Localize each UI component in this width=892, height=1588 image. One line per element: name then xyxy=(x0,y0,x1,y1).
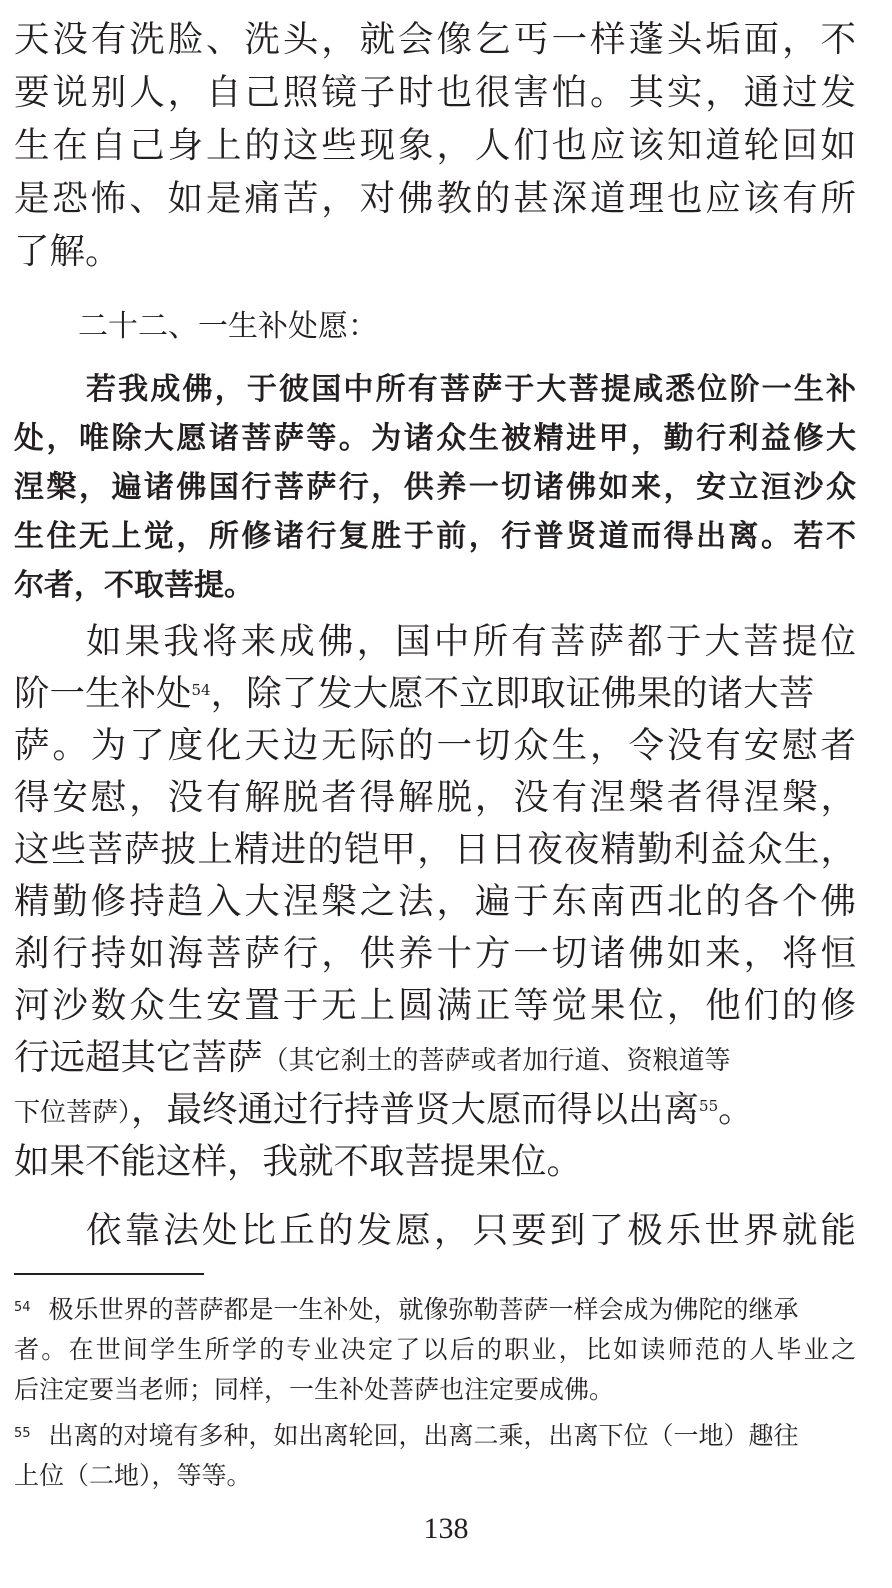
body-line: 精勤修持趋入大涅槃之法，遍于东南西北的各个佛 xyxy=(14,881,856,922)
body-line: 是恐怖、如是痛苦，对佛教的甚深道理也应该有所 xyxy=(14,178,856,219)
footnote-number: 55 xyxy=(14,1426,31,1441)
footnote-ref-54[interactable]: 54 xyxy=(191,681,211,699)
footnote-divider xyxy=(14,1273,204,1275)
vow-line: 处，唯除大愿诸菩萨等。为诸众生被精进甲，勤行利益修大 xyxy=(14,421,856,456)
footnote-text: 出离的对境有多种，如出离轮回，出离二乘，出离下位（一地）趣往 xyxy=(48,1421,799,1450)
body-text: 阶一生补处 xyxy=(14,673,192,714)
body-line xyxy=(14,1084,856,1136)
body-line: 天没有洗脸、洗头，就会像乞丐一样蓬头垢面，不 xyxy=(14,19,856,60)
footnote-54 xyxy=(14,1290,856,1330)
body-line: 这些菩萨披上精进的铠甲，日日夜夜精勤利益众生， xyxy=(14,829,856,870)
footnote-ref-55[interactable]: 55 xyxy=(699,1097,719,1115)
body-line: 了解。 xyxy=(14,231,121,272)
vow-line: 若我成佛，于彼国中所有菩萨于大菩提咸悉位阶一生补 xyxy=(86,372,856,407)
body-line: 生在自己身上的这些现象，人们也应该知道轮回如 xyxy=(14,125,856,166)
body-line: 如果不能这样，我就不取菩提果位。 xyxy=(14,1141,583,1182)
footnote-55 xyxy=(14,1416,856,1456)
body-line: 得安慰，没有解脱者得解脱，没有涅槃者得涅槃， xyxy=(14,777,856,818)
body-line: 要说别人，自己照镜子时也很害怕。其实，通过发 xyxy=(14,72,856,113)
vow-line: 尔者，不取菩提。 xyxy=(14,568,254,603)
body-text-note: 下位菩萨） xyxy=(14,1098,132,1128)
body-text: ，除了发大愿不立即取证佛果的诸大菩 xyxy=(210,673,815,714)
body-line: 萨。为了度化天边无际的一切众生，令没有安慰者 xyxy=(14,725,856,766)
section-heading: 二十二、一生补处愿： xyxy=(78,309,378,344)
body-line xyxy=(14,1032,856,1084)
footnote-line: 者。在世间学生所学的专业决定了以后的职业，比如读师范的人毕业之 xyxy=(14,1335,856,1364)
body-line: 河沙数众生安置于无上圆满正等觉果位，他们的修 xyxy=(14,985,856,1026)
body-line: 依靠法处比丘的发愿，只要到了极乐世界就能 xyxy=(86,1210,856,1251)
body-text: 行远超其它菩萨 xyxy=(14,1037,263,1078)
footnote-text: 极乐世界的菩萨都是一生补处，就像弥勒菩萨一样会成为佛陀的继承 xyxy=(48,1295,799,1324)
vow-line: 涅槃，遍诸佛国行菩萨行，供养一切诸佛如来，安立洹沙众 xyxy=(14,470,856,505)
body-line: 刹行持如海菩萨行，供养十方一切诸佛如来，将恒 xyxy=(14,933,856,974)
body-line xyxy=(14,668,856,720)
footnote-number: 54 xyxy=(14,1300,31,1315)
vow-line: 生住无上觉，所修诸行复胜于前，行普贤道而得出离。若不 xyxy=(14,519,856,554)
body-text: 。 xyxy=(718,1089,754,1130)
body-text: ，最终通过行持普贤大愿而得以出离 xyxy=(131,1089,700,1130)
page-number: 138 xyxy=(423,1512,469,1545)
body-text-note: （其它刹土的菩萨或者加行道、资粮道等 xyxy=(262,1046,731,1076)
footnote-line: 上位（二地），等等。 xyxy=(14,1461,252,1490)
body-line: 如果我将来成佛，国中所有菩萨都于大菩提位 xyxy=(86,621,856,662)
footnote-line: 后注定要当老师；同样，一生补处菩萨也注定要成佛。 xyxy=(14,1375,615,1404)
